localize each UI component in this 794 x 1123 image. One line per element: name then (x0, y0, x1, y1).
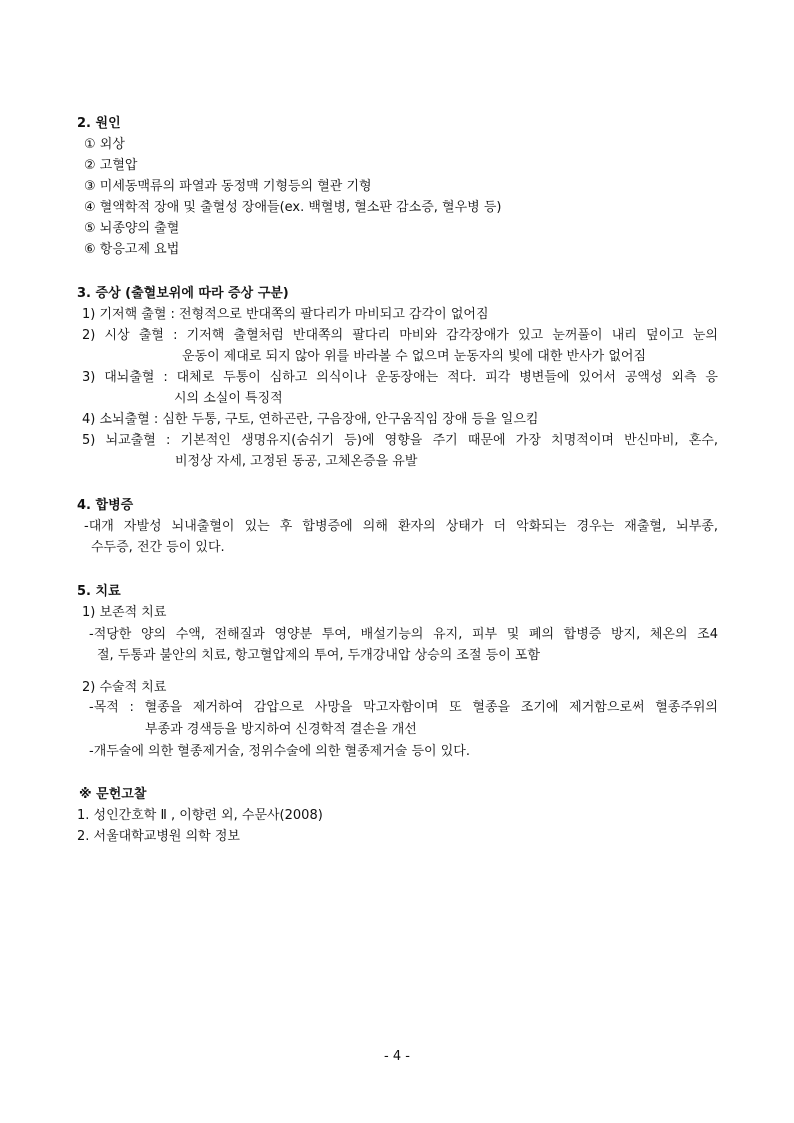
treatment-conservative-line-2: 절, 두통과 불안의 치료, 항고혈압제의 투여, 두개강내압 상승의 조절 등이 포함 (97, 648, 541, 663)
treatment-conservative-title: 1) 보존적 치료 (82, 605, 167, 620)
symptom-4: 4) 소뇌출혈 : 심한 두통, 구토, 연하곤란, 구음장애, 안구움직임 장애 등을 일으킴 (82, 412, 539, 427)
symptom-2-line-2: 운동이 제대로 되지 않아 위를 바라볼 수 없으며 눈동자의 빛에 대한 반사가 없어짐 (182, 349, 647, 364)
section-5-title: 5. 치료 (77, 584, 121, 599)
complication-line-1: -대개 자발성 뇌내출혈이 있는 후 합병증에 의해 환자의 상태가 더 악화되는 경우는 재출혈, 뇌부종, (84, 519, 718, 534)
cause-item-6: ⑥ 항응고제 요법 (84, 242, 180, 257)
symptom-5-line-1: 5) 뇌교출혈 : 기본적인 생명유지(숨쉬기 등)에 영향을 주기 때문에 가장 치명적이며 반신마비, 혼수, (82, 433, 718, 448)
symptom-3-line-2: 시의 소실이 특징적 (174, 391, 283, 406)
treatment-surgical-line-1: -목적 : 혈종을 제거하여 감압으로 사망을 막고자함이며 또 혈종을 조기에 제거함으로써 혈종주위의 (89, 700, 718, 715)
treatment-surgical-line-2: 부종과 경색등을 방지하여 신경학적 결손을 개선 (145, 722, 417, 737)
treatment-surgical-line-3: -개두술에 의한 혈종제거술, 정위수술에 의한 혈종제거술 등이 있다. (89, 744, 470, 759)
cause-item-5: ⑤ 뇌종양의 출혈 (84, 221, 180, 236)
treatment-surgical-title: 2) 수술적 치료 (82, 680, 167, 695)
page-number: - 4 - (384, 1049, 410, 1064)
cause-item-1: ① 외상 (84, 137, 125, 152)
symptom-5-line-2: 비정상 자세, 고정된 동공, 고체온증을 유발 (175, 454, 418, 469)
section-4-title: 4. 합병증 (77, 498, 134, 513)
symptom-3-line-1: 3) 대뇌출혈 : 대체로 두통이 심하고 의식이나 운동장애는 적다. 피각 병변들에 있어서 공액성 외측 응 (82, 370, 718, 385)
complication-line-2: 수두증, 전간 등이 있다. (91, 540, 225, 555)
reference-1: 1. 성인간호학 Ⅱ , 이향련 외, 수문사(2008) (77, 808, 323, 823)
cause-item-3: ③ 미세동맥류의 파열과 동정맥 기형등의 혈관 기형 (84, 179, 372, 194)
cause-item-4: ④ 혈액학적 장애 및 출혈성 장애들(ex. 백혈병, 혈소판 감소증, 혈우병 등) (84, 200, 502, 215)
reference-2: 2. 서울대학교병원 의학 정보 (77, 829, 240, 844)
references-title: ※ 문헌고찰 (79, 787, 147, 802)
cause-item-2: ② 고혈압 (84, 158, 138, 173)
section-3-title: 3. 증상 (출혈보위에 따라 증상 구분) (77, 286, 289, 301)
section-2-title: 2. 원인 (77, 116, 121, 131)
treatment-conservative-line-1: -적당한 양의 수액, 전해질과 영양분 투여, 배설기능의 유지, 피부 및 폐의 합병증 방지, 체온의 조4 (89, 627, 718, 642)
symptom-2-line-1: 2) 시상 출혈 : 기저핵 출혈처럼 반대쪽의 팔다리 마비와 감각장애가 있고 눈꺼풀이 내리 덮이고 눈의 (82, 328, 718, 343)
symptom-1: 1) 기저핵 출혈 : 전형적으로 반대쪽의 팔다리가 마비되고 감각이 없어짐 (82, 307, 489, 322)
